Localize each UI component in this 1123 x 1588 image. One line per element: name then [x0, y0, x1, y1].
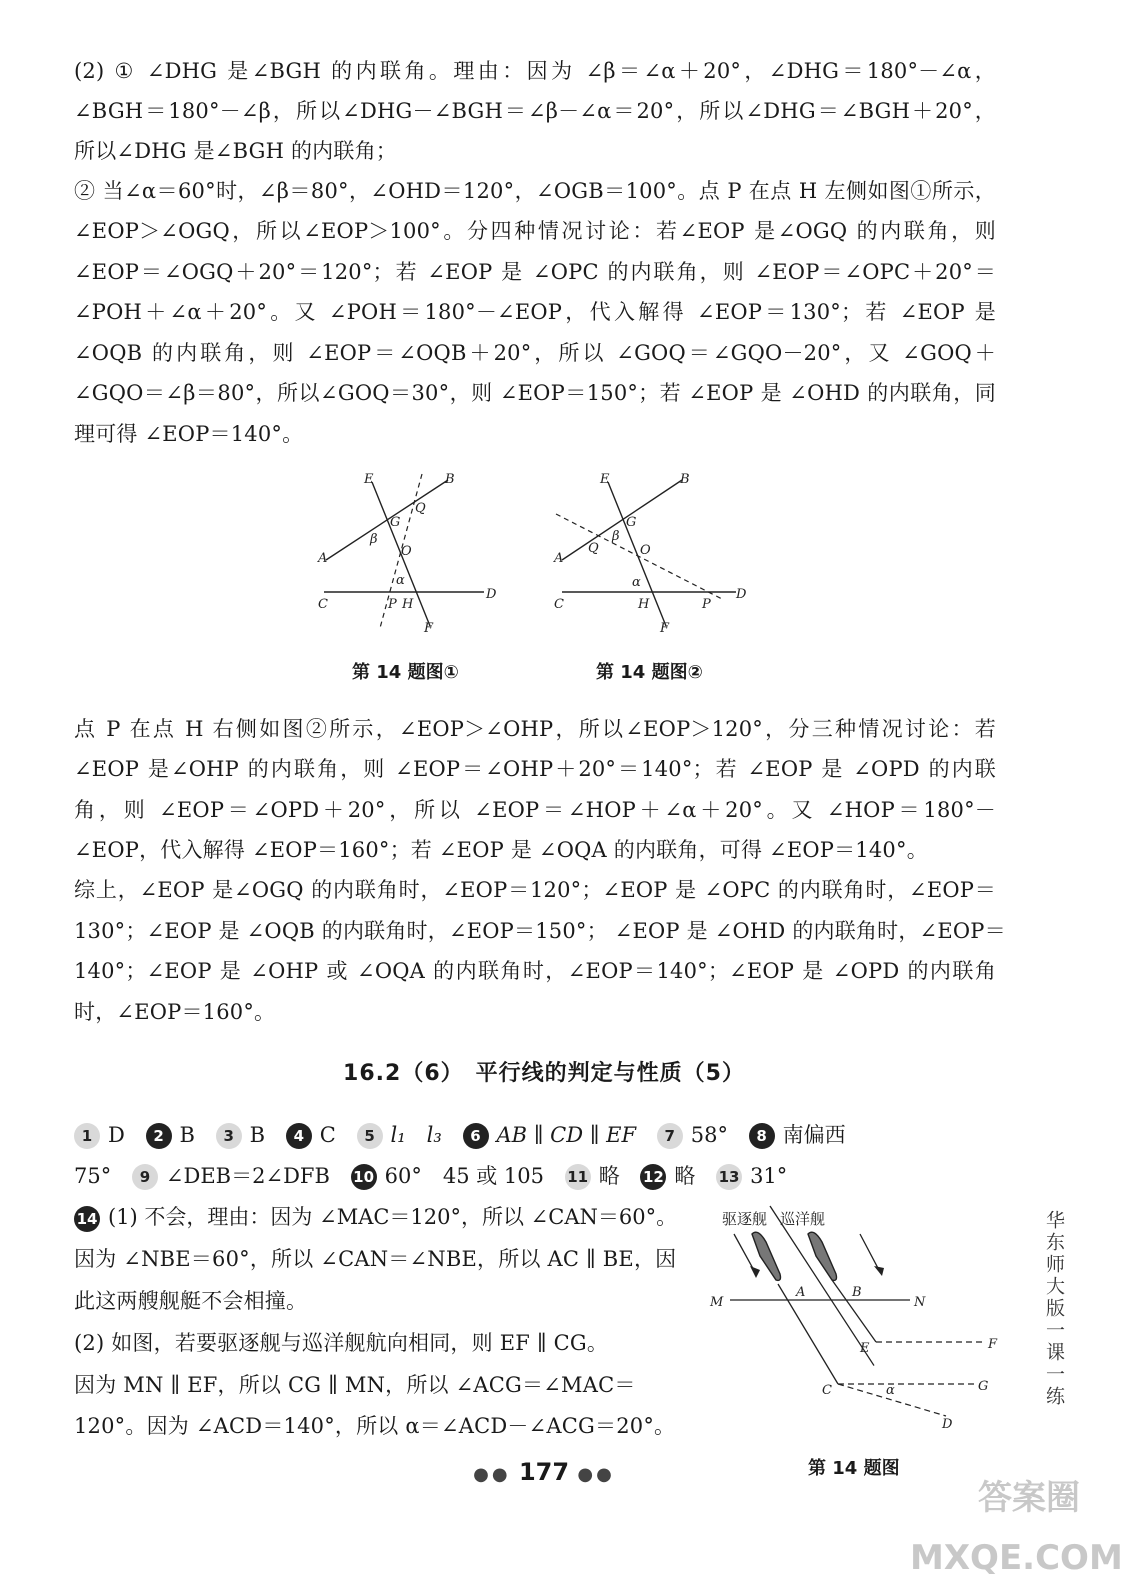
- text-line: 所以∠DHG 是∠BGH 的内联角；: [74, 139, 397, 163]
- text-line: 140°；∠EOP 是 ∠OHP 或 ∠OQA 的内联角时，∠EOP＝140°；∠EOP 是 ∠OPD 的内联角: [74, 959, 996, 983]
- watermark: 答案圈 MXQE.COM: [910, 1478, 1123, 1578]
- text-line: ∠GQO＝∠β＝80°，所以∠GOQ＝30°，则 ∠EOP＝150°；若 ∠EOP 是 ∠OHD 的内联角，同: [74, 381, 996, 405]
- page-dots-left: ●●: [473, 1464, 511, 1485]
- label-m: M: [710, 1295, 724, 1310]
- fig3-caption: 第 14 题图: [808, 1458, 900, 1479]
- label-alpha: α: [886, 1383, 895, 1398]
- q14-number: 14: [74, 1206, 100, 1232]
- fig2-caption: 第 14 题图②: [596, 662, 703, 683]
- q14-line: 120°。因为 ∠ACD＝140°，所以 α＝∠ACD－∠ACG＝20°。: [74, 1414, 676, 1438]
- label-alpha: α: [632, 575, 641, 590]
- text-line: 130°；∠EOP 是 ∠OQB 的内联角时，∠EOP＝150°； ∠EOP 是 ∠OHD 的内联角时，∠EOP＝: [74, 919, 1006, 943]
- label-q: Q: [415, 501, 426, 516]
- label-e: E: [860, 1341, 870, 1356]
- label-e: E: [600, 472, 610, 487]
- label-beta: β: [370, 532, 378, 547]
- q14-line: 因为 ∠NBE＝60°，所以 ∠CAN＝∠NBE，所以 AC ∥ BE，因: [74, 1247, 677, 1271]
- side-label: 华东师大版一课一练: [1043, 1210, 1065, 1408]
- text-line: 时，∠EOP＝160°。: [74, 1000, 276, 1024]
- q14-line: 此这两艘舰艇不会相撞。: [74, 1289, 308, 1313]
- label-p: P: [702, 597, 711, 612]
- text-line: ∠EOP 是∠OHP 的内联角，则 ∠EOP＝∠OHP＋20°＝140°；若 ∠EOP 是 ∠OPD 的内联: [74, 757, 996, 781]
- answer-item: 6 AB ∥ CD ∥ EF: [463, 1120, 637, 1150]
- label-q: Q: [588, 541, 599, 556]
- label-a: A: [554, 551, 564, 566]
- figure-14-ships: [700, 1200, 1010, 1440]
- label-d: D: [486, 587, 497, 602]
- label-beta: β: [612, 529, 620, 544]
- figure-14-2: [548, 468, 758, 638]
- label-f: F: [988, 1337, 998, 1352]
- label-c: C: [554, 597, 564, 612]
- label-h: H: [638, 597, 650, 612]
- label-b: B: [445, 472, 455, 487]
- answer-item: 7 58°: [657, 1120, 728, 1150]
- label-d: D: [736, 587, 747, 602]
- label-h: H: [402, 597, 414, 612]
- figure-14-1: [312, 468, 512, 638]
- page-dots-right: ●●: [577, 1464, 615, 1485]
- text-line: ∠EOP＝∠OGQ＋20°＝120°；若 ∠EOP 是 ∠OPC 的内联角，则 ∠EOP＝∠OPC＋20°＝: [74, 260, 996, 284]
- label-a: A: [318, 551, 328, 566]
- label-g: G: [390, 515, 401, 530]
- answer-item: 12 略: [640, 1161, 695, 1191]
- label-e: E: [364, 472, 374, 487]
- text-line: 理可得 ∠EOP＝140°。: [74, 422, 304, 446]
- answer-item: 13 31°: [716, 1161, 787, 1191]
- answer-item: 3 B: [216, 1120, 265, 1150]
- text-line: (2) ① ∠DHG 是∠BGH 的内联角。理由：因为 ∠β＝∠α＋20°，∠DHG＝180°－∠α，: [74, 59, 996, 83]
- q14-line: 因为 MN ∥ EF，所以 CG ∥ MN，所以 ∠ACG＝∠MAC＝: [74, 1373, 636, 1397]
- label-a: A: [796, 1285, 806, 1300]
- text-line: ∠BGH＝180°－∠β，所以∠DHG－∠BGH＝∠β－∠α＝20°，所以∠DHG＝∠BGH＋20°，: [74, 99, 996, 123]
- section-title: 16.2（6） 平行线的判定与性质（5）: [343, 1061, 745, 1086]
- text-line: 点 P 在点 H 右侧如图②所示，∠EOP＞∠OHP，所以∠EOP＞120°，分三种情况讨论：若: [74, 717, 996, 741]
- answer-item: 5 l₁ l₃: [357, 1120, 442, 1150]
- text-line: ∠EOP＞∠OGQ，所以∠EOP＞100°。分四种情况讨论：若∠EOP 是∠OGQ 的内联角，则: [74, 219, 996, 243]
- label-f: F: [660, 621, 670, 636]
- q14-line: 14 (1) 不会，理由：因为 ∠MAC＝120°，所以 ∠CAN＝60°。: [74, 1202, 677, 1232]
- label-c: C: [318, 597, 328, 612]
- answer-item: 75°: [74, 1163, 112, 1188]
- label-alpha: α: [396, 573, 405, 588]
- text-line: ∠OQB 的内联角，则 ∠EOP＝∠OQB＋20°，所以 ∠GOQ＝∠GQO－20°，又 ∠GOQ＋: [74, 341, 996, 365]
- answer-row-2: [74, 1159, 801, 1191]
- fig1-caption: 第 14 题图①: [352, 662, 459, 683]
- answer-item: 10 60° 45 或 105: [351, 1161, 544, 1191]
- answer-item: 1 D: [74, 1120, 125, 1150]
- cruiser-ship-icon: [808, 1232, 837, 1280]
- text-line: 综上，∠EOP 是∠OGQ 的内联角时，∠EOP＝120°；∠EOP 是 ∠OPC 的内联角时，∠EOP＝: [74, 878, 996, 902]
- label-g: G: [978, 1379, 989, 1394]
- answer-item: 8 南偏西: [749, 1120, 846, 1150]
- label-d: D: [942, 1417, 953, 1432]
- answer-row-1: [74, 1118, 860, 1150]
- answer-item: 9 ∠DEB＝2∠DFB: [132, 1161, 330, 1191]
- text-line: ∠POH＋∠α＋20°。又 ∠POH＝180°－∠EOP，代入解得 ∠EOP＝130°；若 ∠EOP 是: [74, 300, 996, 324]
- label-g: G: [626, 515, 637, 530]
- label-n: N: [914, 1295, 926, 1310]
- page-number-value: 177: [518, 1458, 570, 1486]
- label-f: F: [424, 621, 434, 636]
- q14-line: (2) 如图，若要驱逐舰与巡洋舰航向相同，则 EF ∥ CG。: [74, 1331, 609, 1355]
- answer-item: 11 略: [565, 1161, 620, 1191]
- text-line: 角，则 ∠EOP＝∠OPD＋20°，所以 ∠EOP＝∠HOP＋∠α＋20°。又 ∠HOP＝180°－: [74, 798, 996, 822]
- answer-item: 2 B: [146, 1120, 195, 1150]
- answer-item: 4 C: [286, 1120, 336, 1150]
- label-destroyer: 驱逐舰: [722, 1210, 768, 1228]
- label-o: O: [401, 544, 412, 559]
- label-b: B: [680, 472, 690, 487]
- label-cruiser: 巡洋舰: [780, 1210, 826, 1228]
- label-c: C: [822, 1383, 832, 1398]
- text-line: ∠EOP，代入解得 ∠EOP＝160°；若 ∠EOP 是 ∠OQA 的内联角，可得 ∠EOP＝140°。: [74, 838, 928, 862]
- label-b: B: [852, 1285, 862, 1300]
- label-p: P: [388, 597, 397, 612]
- label-o: O: [640, 543, 651, 558]
- text-line: ② 当∠α＝60°时，∠β＝80°，∠OHD＝120°，∠OGB＝100°。点 P 在点 H 左侧如图①所示，: [74, 179, 996, 203]
